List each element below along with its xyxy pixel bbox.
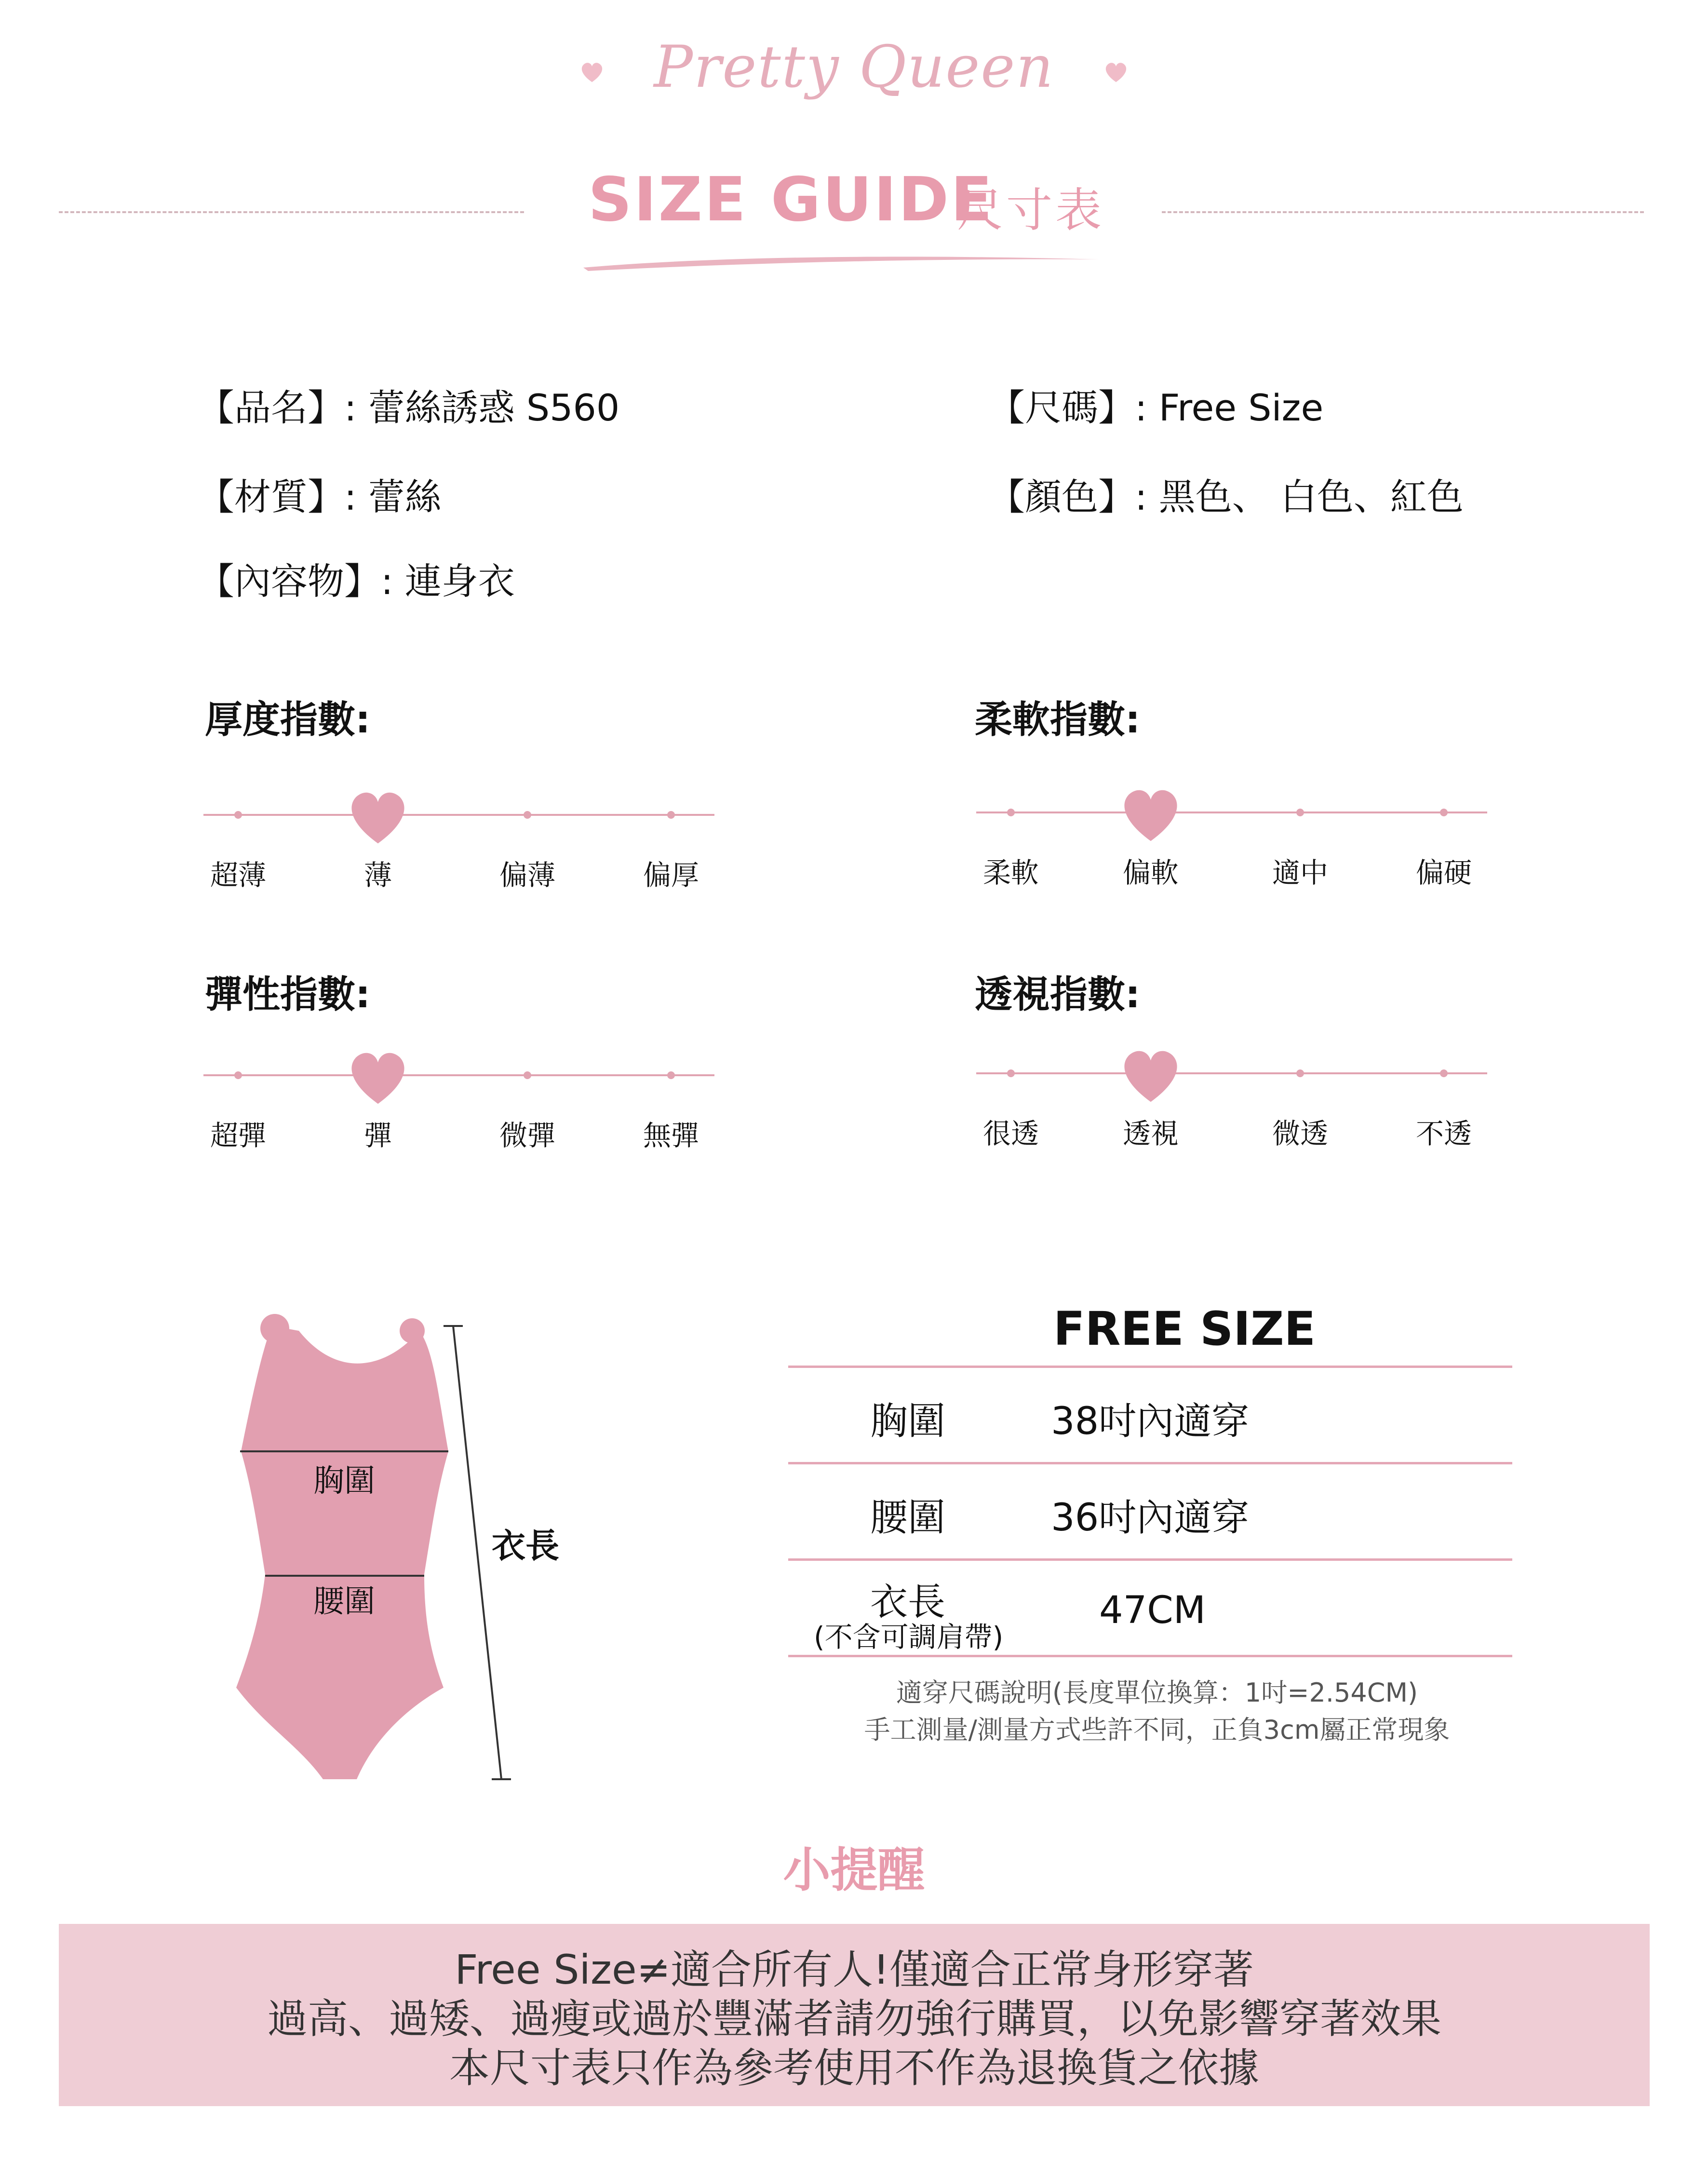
diagram-chest-label: 胸圍 — [313, 1463, 375, 1499]
brush-underline — [578, 246, 1109, 275]
table-rule — [788, 1655, 1512, 1657]
transparency-scale — [976, 1072, 1487, 1169]
softness-title: 柔軟指數: — [975, 698, 1141, 742]
divider-right — [1162, 211, 1644, 213]
row-sublabel-length: (不含可調肩帶) — [814, 1621, 1004, 1653]
scale-label: 無彈 — [643, 1119, 699, 1152]
product-size: 【尺碼】: Free Size — [988, 386, 1324, 429]
elasticity-title: 彈性指數: — [205, 973, 371, 1016]
heart-icon — [1103, 58, 1130, 85]
scale-dot — [1440, 809, 1448, 816]
scale-label: 偏軟 — [1122, 856, 1179, 889]
page-title-zh: 尺寸表 — [957, 183, 1104, 237]
table-rule — [788, 1462, 1512, 1464]
reminder-line: 過高、過矮、過瘦或過於豐滿者請勿強行購買，以免影響穿著效果 — [267, 1995, 1441, 2042]
scale-dot — [1296, 809, 1304, 816]
scale-dot — [1440, 1069, 1448, 1077]
scale-label: 彈 — [363, 1119, 392, 1152]
scale-dot — [524, 811, 531, 819]
size-note-1: 適穿尺碼說明(長度單位換算：1吋=2.54CM) — [896, 1677, 1418, 1708]
page-title: SIZE GUIDE — [588, 164, 995, 235]
row-value-length: 47CM — [1099, 1589, 1206, 1632]
diagram-waist-label: 腰圍 — [313, 1584, 375, 1620]
table-rule — [788, 1558, 1512, 1561]
scale-label: 偏薄 — [499, 859, 555, 892]
heart-marker-icon — [347, 787, 409, 845]
scale-label: 柔軟 — [982, 856, 1039, 889]
elasticity-scale — [203, 1074, 714, 1171]
scale-dot — [524, 1071, 531, 1079]
thickness-scale — [203, 814, 714, 910]
transparency-title: 透視指數: — [975, 973, 1141, 1016]
size-table-title: FREE SIZE — [1053, 1302, 1316, 1356]
product-name: 【品名】: 蕾絲誘惑 S560 — [198, 386, 620, 429]
scale-label: 微彈 — [499, 1119, 555, 1152]
brand-logo — [0, 34, 1708, 101]
row-label-waist: 腰圍 — [870, 1496, 946, 1540]
scale-label: 透視 — [1122, 1117, 1179, 1150]
heart-marker-icon — [1119, 1045, 1182, 1103]
scale-label: 薄 — [363, 859, 392, 892]
heart-marker-icon — [1119, 784, 1182, 842]
softness-scale — [976, 812, 1487, 908]
scale-label: 微透 — [1272, 1117, 1328, 1150]
scale-label: 很透 — [982, 1117, 1039, 1150]
scale-label: 適中 — [1272, 856, 1328, 889]
row-label-chest: 胸圍 — [870, 1400, 946, 1443]
scale-label: 偏厚 — [643, 859, 699, 892]
scale-label: 超薄 — [210, 859, 266, 892]
size-note-2: 手工測量/測量方式些許不同，正負3cm屬正常現象 — [864, 1715, 1450, 1745]
scale-dot — [1007, 1069, 1015, 1077]
row-value-chest: 38吋內適穿 — [1051, 1400, 1250, 1443]
brand-name: Pretty Queen — [654, 34, 1054, 101]
heart-icon — [578, 58, 605, 85]
product-color: 【顏色】: 黑色、 白色、紅色 — [988, 475, 1464, 518]
row-label-length: 衣長 — [870, 1581, 946, 1624]
scale-dot — [234, 811, 242, 819]
product-contents: 【內容物】: 連身衣 — [198, 560, 515, 603]
diagram-length-label: 衣長 — [492, 1526, 559, 1566]
scale-dot — [667, 1071, 675, 1079]
scale-label: 超彈 — [210, 1119, 266, 1152]
scale-label: 偏硬 — [1415, 856, 1472, 889]
reminder-line: 本尺寸表只作為參考使用不作為退換貨之依據 — [449, 2044, 1259, 2092]
scale-dot — [1007, 809, 1015, 816]
product-material: 【材質】: 蕾絲 — [198, 475, 442, 518]
thickness-title: 厚度指數: — [205, 698, 371, 742]
scale-label: 不透 — [1415, 1117, 1472, 1150]
reminder-box — [59, 1924, 1650, 2106]
scale-dot — [667, 811, 675, 819]
table-rule — [788, 1366, 1512, 1368]
scale-dot — [1296, 1069, 1304, 1077]
reminder-title: 小提醒 — [783, 1843, 925, 1898]
divider-left — [59, 211, 524, 213]
scale-dot — [234, 1071, 242, 1079]
heart-marker-icon — [347, 1047, 409, 1105]
row-value-waist: 36吋內適穿 — [1051, 1496, 1250, 1540]
reminder-line: Free Size≠適合所有人!僅適合正常身形穿著 — [455, 1946, 1254, 1993]
